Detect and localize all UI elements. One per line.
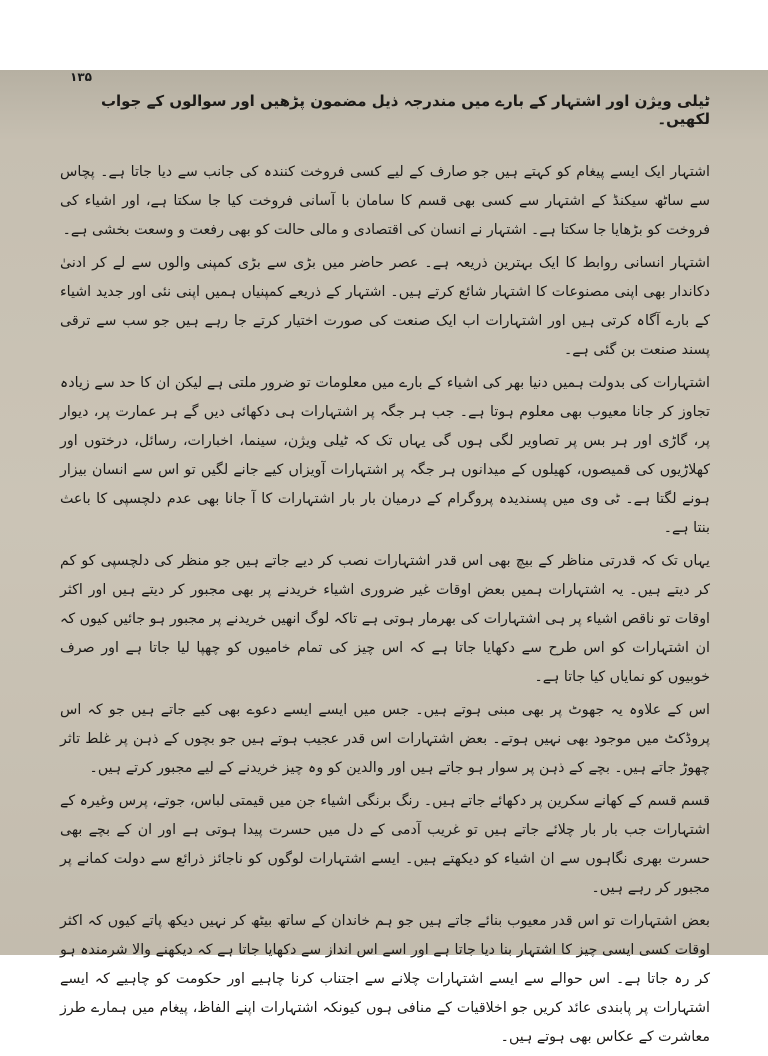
paragraph-6: قسم قسم کے کھانے سکرین پر دکھائے جاتے ہیں۔ رنگ برنگی اشیاء جن میں قیمتی لباس، جوتے، پرس وغیرہ کے اشتہارات جب بار بار چلائے جاتے ہیں تو غریب آدمی کے دل میں حسرت پیدا ہوتی ہے اور ان کے بچے بھی حسرت بھری نگاہوں سے ان اشیاء کو دیکھتے ہیں۔ ایسے اشتہارات لوگوں کو ناجائز ذرائع سے دولت کمانے پر مجبور کر رہے ہیں۔ (60, 793, 710, 896)
page-photo (0, 70, 768, 1045)
page-number: ۱۳۵ (70, 70, 92, 84)
article-body (60, 92, 710, 1056)
paragraph-5: اس کے علاوہ یہ جھوٹ پر بھی مبنی ہوتے ہیں۔ جس میں ایسے ایسے دعوے بھی کیے جاتے ہیں جو کہ اس پروڈکٹ میں موجود بھی نہیں ہوتے۔ بعض اشتہارات اس قدر عجیب ہوتے ہیں جو بچوں کے ذہن پر غلط تاثر چھوڑ جاتے ہیں۔ بچے کے ذہن پر سوار ہو جاتے ہیں اور والدین کو وہ چیز خریدنے کے لیے مجبور کرتے ہیں۔ (60, 702, 710, 776)
paragraph-4: یہاں تک کہ قدرتی مناظر کے بیچ بھی اس قدر اشتہارات نصب کر دیے جاتے ہیں جو منظر کی دلچسپی کو کم کر دیتے ہیں۔ یہ اشتہارات ہمیں بعض اوقات غیر ضروری اشیاء خریدنے پر بھی مجبور کر دیتے ہیں اور اکثر اوقات تو ناقص اشیاء پر ہی اشتہارات کی بھرمار ہوتی ہے تاکہ لوگ انھیں خریدنے پر مجبور ہو جائیں کیوں کہ ان اشتہارات کو اس طرح سے دکھایا جاتا ہے کہ اس چیز کی تمام خامیوں کو چھپا لیا جاتا ہے اور صرف خوبیوں کو نمایاں کیا جاتا ہے۔ (60, 553, 710, 685)
paragraph-2: اشتہار انسانی روابط کا ایک بہترین ذریعہ ہے۔ عصر حاضر میں بڑی سے بڑی کمپنی والوں سے لے کر ادنیٰ دکاندار بھی اپنی مصنوعات کا اشتہار شائع کرتے ہیں۔ اشتہار کے ذریعے کمپنیاں ہمیں اپنی نئی اور جدید اشیاء کے بارے آگاہ کرتی ہیں اور اشتہارات اب ایک صنعت کی صورت اختیار کرتے جا رہے ہیں جو سب سے ترقی پسند صنعت بن گئی ہے۔ (60, 255, 710, 358)
paragraph-3: اشتہارات کی بدولت ہمیں دنیا بھر کی اشیاء کے بارے میں معلومات تو ضرور ملتی ہے لیکن ان کا حد سے زیادہ تجاوز کر جانا معیوب بھی معلوم ہوتا ہے۔ جب ہر جگہ پر اشتہارات ہی دکھائی دیں گے ہر عمارت پر، دیوار پر، گاڑی اور ہر بس پر تصاویر لگی ہوں گی یہاں تک کہ ٹیلی ویژن، سینما، اخبارات، رسائل، درختوں اور کھلاڑیوں کی قمیصوں، کھیلوں کے میدانوں ہر جگہ پر اشتہارات آویزاں کیے جانے لگیں تو اس سے انسان بیزار ہونے لگتا ہے۔ ٹی وی میں پسندیدہ پروگرام کے درمیان بار بار اشتہارات کا آ جانا بھی عدم دلچسپی کا باعث بنتا ہے۔ (60, 375, 710, 536)
paragraph-7: بعض اشتہارات تو اس قدر معیوب بنائے جاتے ہیں جو ہم خاندان کے ساتھ بیٹھ کر نہیں دیکھ پاتے کیوں کہ اکثر اوقات کسی ایسی چیز کا اشتہار بنا دیا جاتا ہے اور اسے اس انداز سے دکھایا جاتا ہے کہ دیکھنے والا شرمندہ ہو کر رہ جاتا ہے۔ اس حوالے سے ایسے اشتہارات چلانے سے اجتناب کرنا چاہیے اور حکومت کو چاہیے کہ ایسے اشتہارات پر پابندی عائد کریں جو اخلاقیات کے منافی ہوں کیونکہ اشتہارات اپنے الفاظ، پیغام میں ہمارے طرز معاشرت کے عکاس بھی ہوتے ہیں۔ (60, 913, 710, 1045)
paragraph-1: اشتہار ایک ایسے پیغام کو کہتے ہیں جو صارف کے لیے کسی فروخت کنندہ کی جانب سے دیا جاتا ہے۔ پچاس سے ساٹھ سیکنڈ کے اشتہار سے کسی بھی قسم کا سامان با آسانی فروخت کیا جا سکتا ہے، اور اشیاء کی فروخت کو بڑھایا جا سکتا ہے۔ اشتہار نے انسان کی اقتصادی و مالی حالت کو بھی رفعت و وسعت بخشی ہے۔ (60, 164, 710, 238)
instruction-heading: ٹیلی ویژن اور اشتہار کے بارے میں مندرجہ ذیل مضمون پڑھیں اور سوالوں کے جواب لکھیں۔ (100, 92, 710, 128)
